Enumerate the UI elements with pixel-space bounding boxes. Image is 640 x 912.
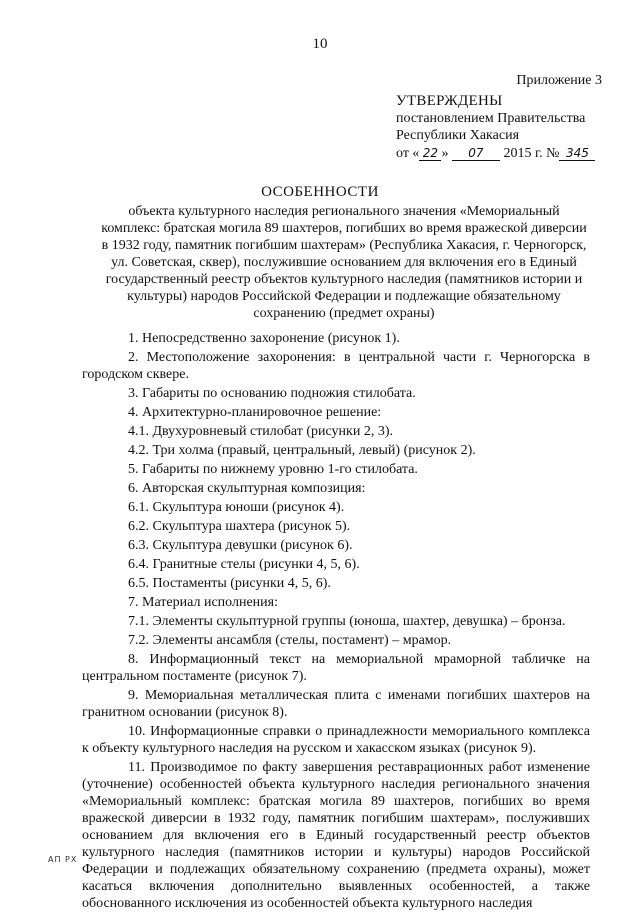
list-item: 6.4. Гранитные стелы (рисунки 4, 5, 6).: [128, 557, 360, 572]
document-subtitle: объекта культурного наследия регионального значения «Мемориальный комплекс: братская могила 89 шахтеров, погибших во время вражеской диверсии в 1932 году, памятник погибшим шахтерам» (Республика Хакасия, г. Черногорск, ул. Советская, сквер), послужившие основанием для включения его в Единый государственный реестр объектов культурного наследия (памятников истории и культуры) народов Российской Федерации и подлежащие обязательному сохранению (предмет охраны): [101, 204, 587, 321]
resolution-date-line: [396, 145, 616, 163]
list-item: 6.5. Постаменты (рисунки 4, 5, 6).: [128, 576, 331, 591]
list-item: 9. Мемориальная металлическая плита с именами погибших шахтеров на гранитном основании (рисунок 8).: [82, 688, 590, 720]
list-item: 7.2. Элементы ансамбля (стелы, постамент) – мрамор.: [128, 633, 452, 648]
list-item: 3. Габариты по основанию подножия стилобата.: [128, 386, 416, 401]
date-day-handwritten: 22: [419, 147, 441, 161]
list-item: 2. Местоположение захоронения: в центральной части г. Черногорска в городском сквере.: [82, 350, 590, 382]
list-item: 4. Архитектурно-планировочное решение:: [128, 405, 382, 420]
list-item: 4.2. Три холма (правый, центральный, левый) (рисунок 2).: [128, 443, 476, 458]
list-item: 6.3. Скульптура девушки (рисунок 6).: [128, 538, 353, 553]
list-item: 11. Производимое по факту завершения реставрационных работ изменение (уточнение) особенностей объекта культурного наследия регионального значения «Мемориальный комплекс: братская могила 89 шахтеров, погибших во время вражеской диверсии в 1932 году, памятник погибшим шахтерам», послуживших основанием для включения его в Единый государственный реестр объектов культурного наследия (памятников истории и культуры) народов Российской Федерации и подлежащих обязательному сохранению (предмета охраны), может касаться включения дополнительно выявленных особенностей, а также обоснованного исключения из особенностей объекта культурного наследия: [82, 760, 590, 911]
list-item: 5. Габариты по нижнему уровню 1-го стилобата.: [128, 462, 418, 477]
page-number: 10: [312, 36, 328, 52]
list-item: 7.1. Элементы скульптурной группы (юноша, шахтер, девушка) – бронза.: [128, 614, 566, 629]
list-item: 6.2. Скульптура шахтера (рисунок 5).: [128, 519, 351, 534]
list-item: 6. Авторская скульптурная композиция:: [128, 481, 366, 496]
list-item: 4.1. Двухуровневый стилобат (рисунки 2, 3).: [128, 424, 394, 439]
footer-mark: АП РХ: [48, 855, 78, 864]
date-prefix: от «: [396, 146, 420, 161]
document-heading: ОСОБЕННОСТИ: [261, 184, 379, 200]
resolution-line-1: постановлением Правительства: [396, 111, 586, 126]
date-mid: »: [441, 146, 449, 161]
list-item: 7. Материал исполнения:: [128, 595, 278, 610]
appendix-number: Приложение 3: [516, 73, 602, 88]
approval-block: [396, 72, 616, 163]
document-body: [82, 330, 590, 912]
resolution-line-2: Республики Хакасия: [396, 128, 520, 143]
list-item: 6.1. Скульптура юноши (рисунок 4).: [128, 500, 345, 515]
approved-label: УТВЕРЖДЕНЫ: [396, 93, 503, 109]
list-item: 1. Непосредственно захоронение (рисунок 1).: [128, 331, 400, 346]
list-item: 8. Информационный текст на мемориальной мраморной табличке на центральном постаменте (рисунок 7).: [82, 652, 590, 684]
date-year: 2015 г. №: [503, 146, 560, 161]
doc-number-handwritten: 345: [559, 147, 595, 161]
list-item: 10. Информационные справки о принадлежности мемориального комплекса к объекту культурного наследия на русском и хакасском языках (рисунок 9).: [82, 724, 590, 756]
date-month-handwritten: 07: [452, 147, 500, 161]
